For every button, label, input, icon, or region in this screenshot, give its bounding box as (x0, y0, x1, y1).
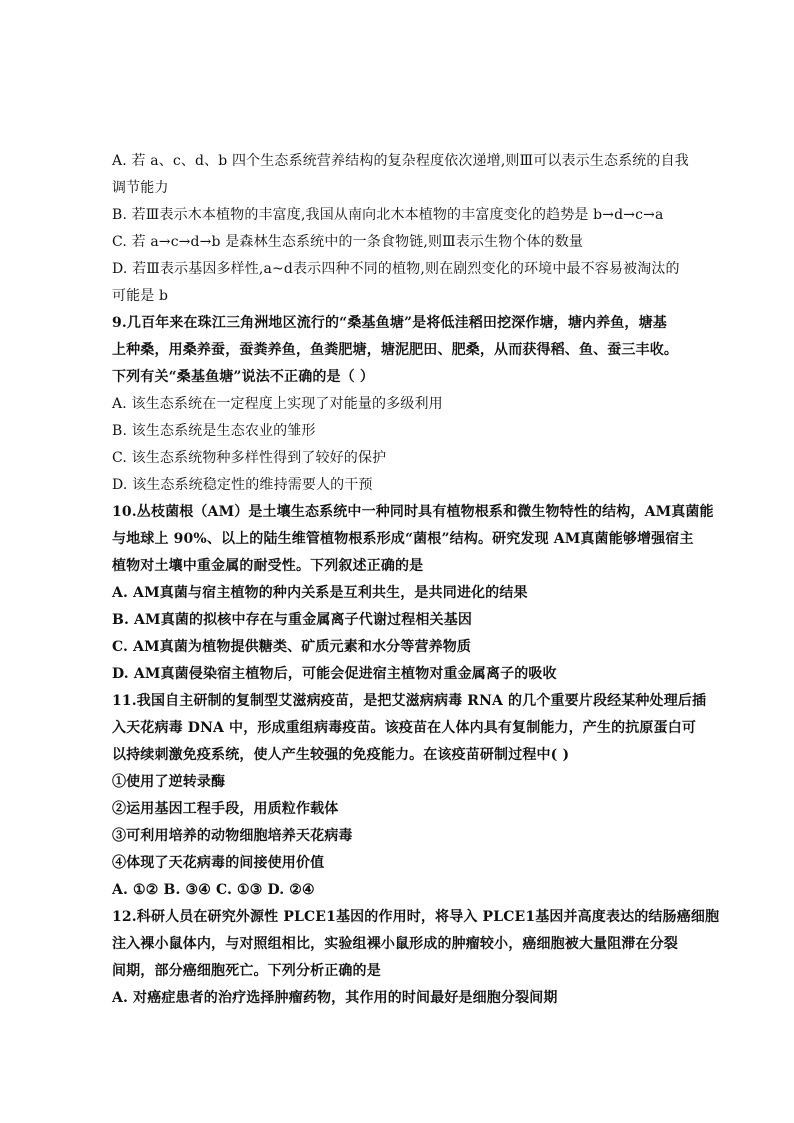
option-b: B. 该生态系统是生态农业的雏形 (112, 423, 316, 439)
text-line: A. 若 a、c、d、b 四个生态系统营养结构的复杂程度依次递增,则Ⅲ可以表示生态系统的自我 (112, 153, 689, 169)
question-11-stem: 入天花病毒 DNA 中，形成重组病毒疫苗。该疫苗在人体内具有复制能力，产生的抗原蛋白可 (112, 720, 696, 736)
statement-4: ④体现了天花病毒的间接使用价值 (112, 855, 325, 871)
option-b: B. AM真菌的拟核中存在与重金属离子代谢过程相关基因 (112, 612, 472, 628)
question-12-stem: 间期，部分癌细胞死亡。下列分析正确的是 (112, 963, 381, 979)
text-line: 调节能力 (112, 180, 169, 196)
text-line: C. 若 a→c→d→b 是森林生态系统中的一条食物链,则Ⅲ表示生物个体的数量 (112, 234, 584, 250)
question-12-stem: 12.科研人员在研究外源性 PLCE1基因的作用时，将导入 PLCE1基因并高度表达的结肠癌细胞 (112, 909, 720, 925)
text-line: B. 若Ⅲ表示木本植物的丰富度,我国从南向北木本植物的丰富度变化的趋势是 b→d→c→a (112, 207, 664, 223)
statement-2: ②运用基因工程手段，用质粒作载体 (112, 801, 339, 817)
option-a: A. 该生态系统在一定程度上实现了对能量的多级利用 (112, 396, 443, 412)
question-11-stem: 以持续刺激免疫系统，使人产生较强的免疫能力。在该疫苗研制过程中( ) (112, 747, 570, 763)
question-12-stem: 注入裸小鼠体内，与对照组相比，实验组裸小鼠形成的肿瘤较小，癌细胞被大量阻滞在分裂 (112, 936, 678, 952)
answer-options: A. ①② B. ③④ C. ①③ D. ②④ (112, 882, 315, 898)
question-10-stem: 植物对土壤中重金属的耐受性。下列叙述正确的是 (112, 558, 424, 574)
option-a: A. 对癌症患者的治疗选择肿瘤药物，其作用的时间最好是细胞分裂间期 (112, 990, 558, 1006)
option-d: D. AM真菌侵染宿主植物后，可能会促进宿主植物对重金属离子的吸收 (112, 666, 557, 682)
question-10-stem: 与地球上 90%、以上的陆生维管植物根系形成“菌根”结构。研究发现 AM真菌能够增强宿主 (112, 531, 694, 547)
question-9-stem: 上种桑，用桑养蚕，蚕粪养鱼，鱼粪肥塘，塘泥肥田、肥桑，从而获得稻、鱼、蚕三丰收。 (112, 342, 678, 358)
option-c: C. 该生态系统物种多样性得到了较好的保护 (112, 450, 387, 466)
text-line: 可能是 b (112, 288, 169, 304)
option-c: C. AM真菌为植物提供糖类、矿质元素和水分等营养物质 (112, 639, 472, 655)
question-9-stem: 9.几百年来在珠江三角洲地区流行的“桑基鱼塘”是将低洼稻田挖深作塘，塘内养鱼，塘基 (112, 315, 667, 331)
statement-1: ①使用了逆转录酶 (112, 774, 226, 790)
text-line: D. 若Ⅲ表示基因多样性,a~d表示四种不同的植物,则在剧烈变化的环境中最不容易被淘汰的 (112, 261, 680, 277)
statement-3: ③可利用培养的动物细胞培养天花病毒 (112, 828, 353, 844)
question-9-stem: 下列有关“桑基鱼塘”说法不正确的是（ ） (112, 369, 374, 385)
question-11-stem: 11.我国自主研制的复制型艾滋病疫苗，是把艾滋病病毒 RNA 的几个重要片段经某种处理后插 (112, 693, 707, 709)
option-a: A. AM真菌与宿主植物的种内关系是互利共生，是共同进化的结果 (112, 585, 528, 601)
option-d: D. 该生态系统稳定性的维持需要人的干预 (112, 477, 373, 493)
question-10-stem: 10.丛枝菌根（AM）是土壤生态系统中一种同时具有植物根系和微生物特性的结构，AM真菌能 (112, 504, 714, 520)
